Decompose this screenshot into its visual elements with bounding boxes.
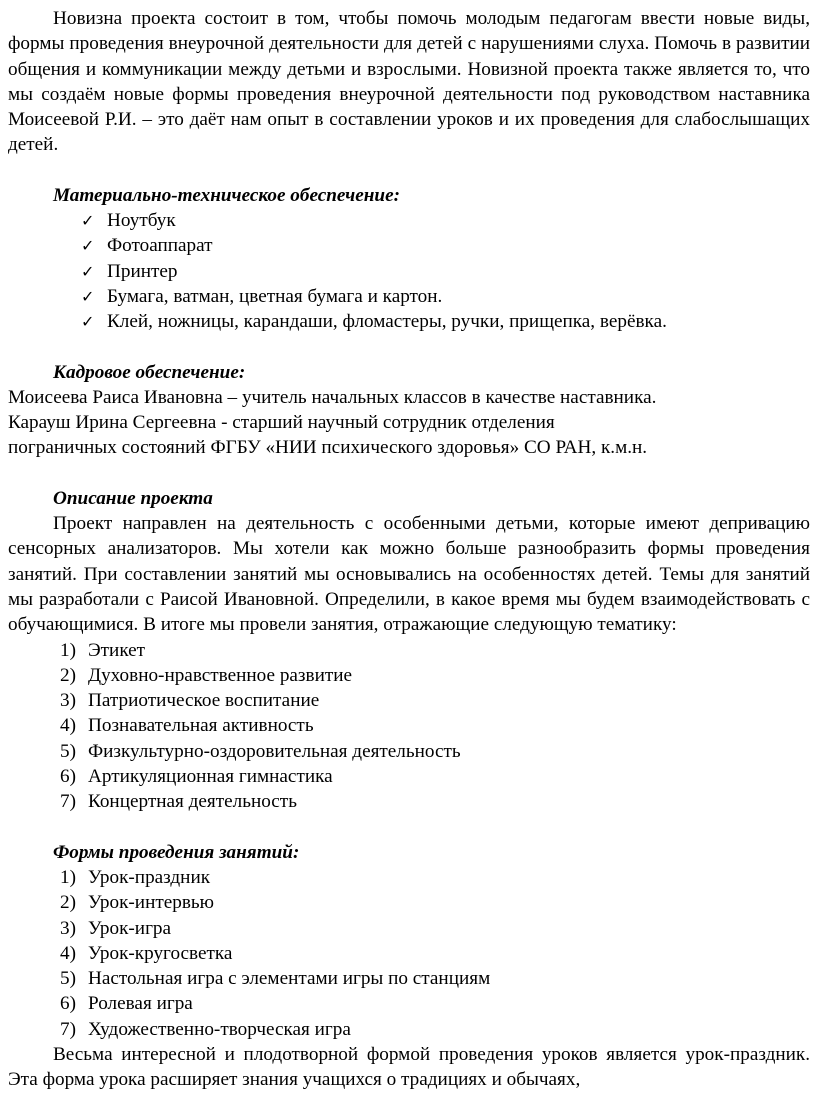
forms-list (8, 865, 810, 1042)
check-icon: ✓ (81, 286, 95, 306)
staff-heading: Кадровое обеспечение: (53, 361, 246, 383)
list-item: 6) Артикуляционная гимнастика (60, 766, 333, 788)
document-page (8, 6, 810, 1093)
check-icon: ✓ (81, 261, 95, 281)
list-item: ✓ Бумага, ватман, цветная бумага и картон. (8, 284, 810, 309)
list-item: ✓ Ноутбук (8, 208, 810, 233)
check-icon: ✓ (81, 211, 95, 231)
description-paragraph: Проект направлен на деятельность с особенными детьми, которые имеют депривацию сенсорных анализаторов. Мы хотели как можно больше разнообразить формы проведения занятий. При составлении занятий мы основывались на особенностях детей. Темы для занятий мы разработали с Раисой Ивановной. Определили, в какое время мы будем взаимодействовать с обучающимися. В итоге мы провели занятия, отражающие следующую тематику: (8, 513, 810, 636)
list-item: 3) Урок-игра (60, 917, 172, 939)
list-item: 5) Физкультурно-оздоровительная деятельность (60, 740, 461, 762)
list-item: 2) Духовно-нравственное развитие (60, 664, 353, 686)
list-item: ✓ Принтер (8, 259, 810, 284)
list-item: ✓ Фотоаппарат (8, 233, 810, 258)
list-item: 4) Познавательная активность (60, 715, 314, 737)
check-icon: ✓ (81, 312, 95, 332)
topics-list (8, 638, 810, 815)
list-item: ✓ Клей, ножницы, карандаши, фломастеры, ручки, прищепка, верёвка. (8, 309, 810, 334)
list-item: 1) Этикет (60, 639, 146, 661)
list-item: 7) Художественно-творческая игра (60, 1018, 351, 1040)
list-item: 2) Урок-интервью (60, 892, 214, 914)
forms-heading: Формы проведения занятий: (53, 841, 300, 863)
closing-paragraph: Весьма интересной и плодотворной формой проведения уроков является урок-праздник. Эта форма урока расширяет знания учащихся о традициях и обычаях, (8, 1043, 810, 1091)
list-item: 6) Ролевая игра (60, 993, 193, 1015)
check-icon: ✓ (81, 236, 95, 256)
list-item: 7) Концертная деятельность (60, 791, 297, 813)
list-item: 5) Настольная игра с элементами игры по станциям (60, 968, 491, 990)
description-heading: Описание проекта (53, 487, 213, 509)
novelty-paragraph: Новизна проекта состоит в том, чтобы помочь молодым педагогам ввести новые виды, формы проведения внеурочной деятельности для детей с нарушениями слуха. Помочь в развитии общения и коммуникации между детьми и взрослыми. Новизной проекта также является то, что мы создаём новые формы проведения внеурочной деятельности под руководством наставника Моисеевой Р.И. – это даёт нам опыт в составлении уроков и их проведения для слабослышащих детей. (8, 8, 810, 156)
materials-heading: Материально-техническое обеспечение: (53, 184, 400, 206)
list-item: 3) Патриотическое воспитание (60, 690, 320, 712)
list-item: 1) Урок-праздник (60, 866, 211, 888)
staff-line: Моисеева Раиса Ивановна – учитель начальных классов в качестве наставника. (8, 386, 657, 408)
staff-line: Карауш Ирина Сергеевна - старший научный сотрудник отделения (8, 412, 555, 434)
materials-list (8, 208, 810, 334)
list-item: 4) Урок-кругосветка (60, 942, 233, 964)
staff-line: пограничных состояний ФГБУ «НИИ психического здоровья» СО РАН, к.м.н. (8, 437, 648, 459)
